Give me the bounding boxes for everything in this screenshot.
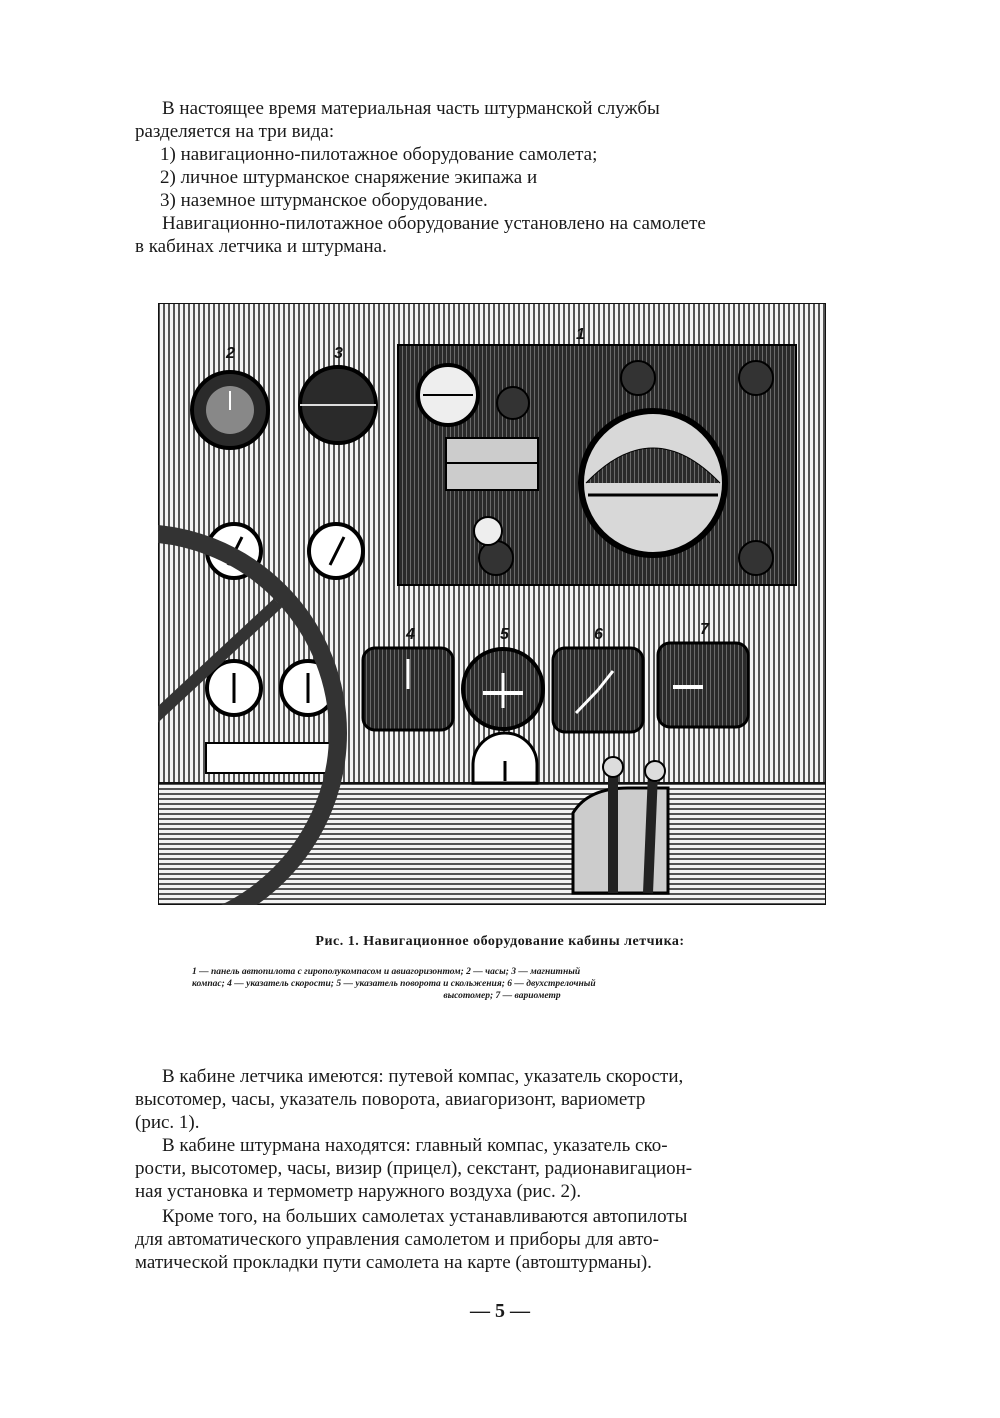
body-p1-line-3: (рис. 1).: [135, 1112, 200, 1133]
turn-slip-indicator: [463, 649, 543, 729]
body-p2-line-2: рости, высотомер, часы, визир (прицел), секстант, радионавигацион-: [135, 1158, 693, 1179]
fig-label-5: 5: [500, 626, 509, 643]
fig-label-1: 1: [576, 326, 585, 343]
para2-line-1: Навигационно-пилотажное оборудование установлено на самолете: [162, 213, 706, 234]
list-item-1: 1) навигационно-пилотажное оборудование самолета;: [160, 144, 598, 165]
body-paragraph-2: [135, 1134, 870, 1203]
intro-paragraph-cont: [135, 120, 870, 143]
fig-label-3: 3: [334, 345, 343, 362]
variometer: [658, 643, 748, 727]
fig-label-2: 2: [226, 345, 235, 362]
para2-cont: [135, 235, 870, 258]
intro-paragraph: [135, 97, 870, 120]
list-item-2: 2) личное штурманское снаряжение экипажа и: [160, 167, 538, 188]
para2-line-2: в кабинах летчика и штурмана.: [135, 236, 387, 257]
figure-caption-title: Рис. 1. Навигационное оборудование кабины летчика:: [315, 934, 685, 949]
body-p2-line-3: ная установка и термометр наружного воздуха (рис. 2).: [135, 1181, 582, 1202]
altimeter: [553, 648, 643, 732]
figure-legend: [192, 966, 812, 1002]
legend-line-1: 1 — панель автопилота с гирополукомпасом и авиагоризонтом; 2 — часы; 3 — магнитный: [192, 967, 581, 977]
fig-label-7: 7: [700, 621, 709, 638]
intro-line-2: разделяется на три вида:: [135, 121, 335, 142]
page-number: — 5 —: [470, 1300, 530, 1322]
para2: [135, 212, 870, 235]
list-item-3: 3) наземное штурманское оборудование.: [160, 190, 488, 211]
body-p3-line-2: для автоматического управления самолетом и приборы для авто-: [135, 1229, 659, 1250]
body-p2-line-1: В кабине штурмана находятся: главный компас, указатель ско-: [162, 1135, 668, 1156]
placard: [206, 743, 334, 773]
legend-line-3: высотомер; 7 — вариометр: [443, 991, 561, 1001]
body-p3-line-1: Кроме того, на больших самолетах устанавливаются автопилоты: [162, 1206, 688, 1227]
body-paragraph-3: [135, 1205, 870, 1274]
body-paragraph-1: [135, 1065, 870, 1134]
fig-label-4: 4: [406, 626, 415, 643]
body-p1-line-2: высотомер, часы, указатель поворота, авиагоризонт, вариометр: [135, 1089, 646, 1110]
legend-line-2: компас; 4 — указатель скорости; 5 — указатель поворота и скольжения; 6 — двухстрелочный: [192, 979, 596, 989]
fig-label-6: 6: [594, 626, 603, 643]
body-p3-line-3: матической прокладки пути самолета на карте (автоштурманы).: [135, 1252, 652, 1273]
body-p1-line-1: В кабине летчика имеются: путевой компас, указатель скорости,: [162, 1066, 684, 1087]
cockpit-panel-illustration: [158, 303, 826, 905]
intro-line-1: В настоящее время материальная часть штурманской службы: [162, 98, 660, 119]
airspeed-indicator: [363, 648, 453, 730]
